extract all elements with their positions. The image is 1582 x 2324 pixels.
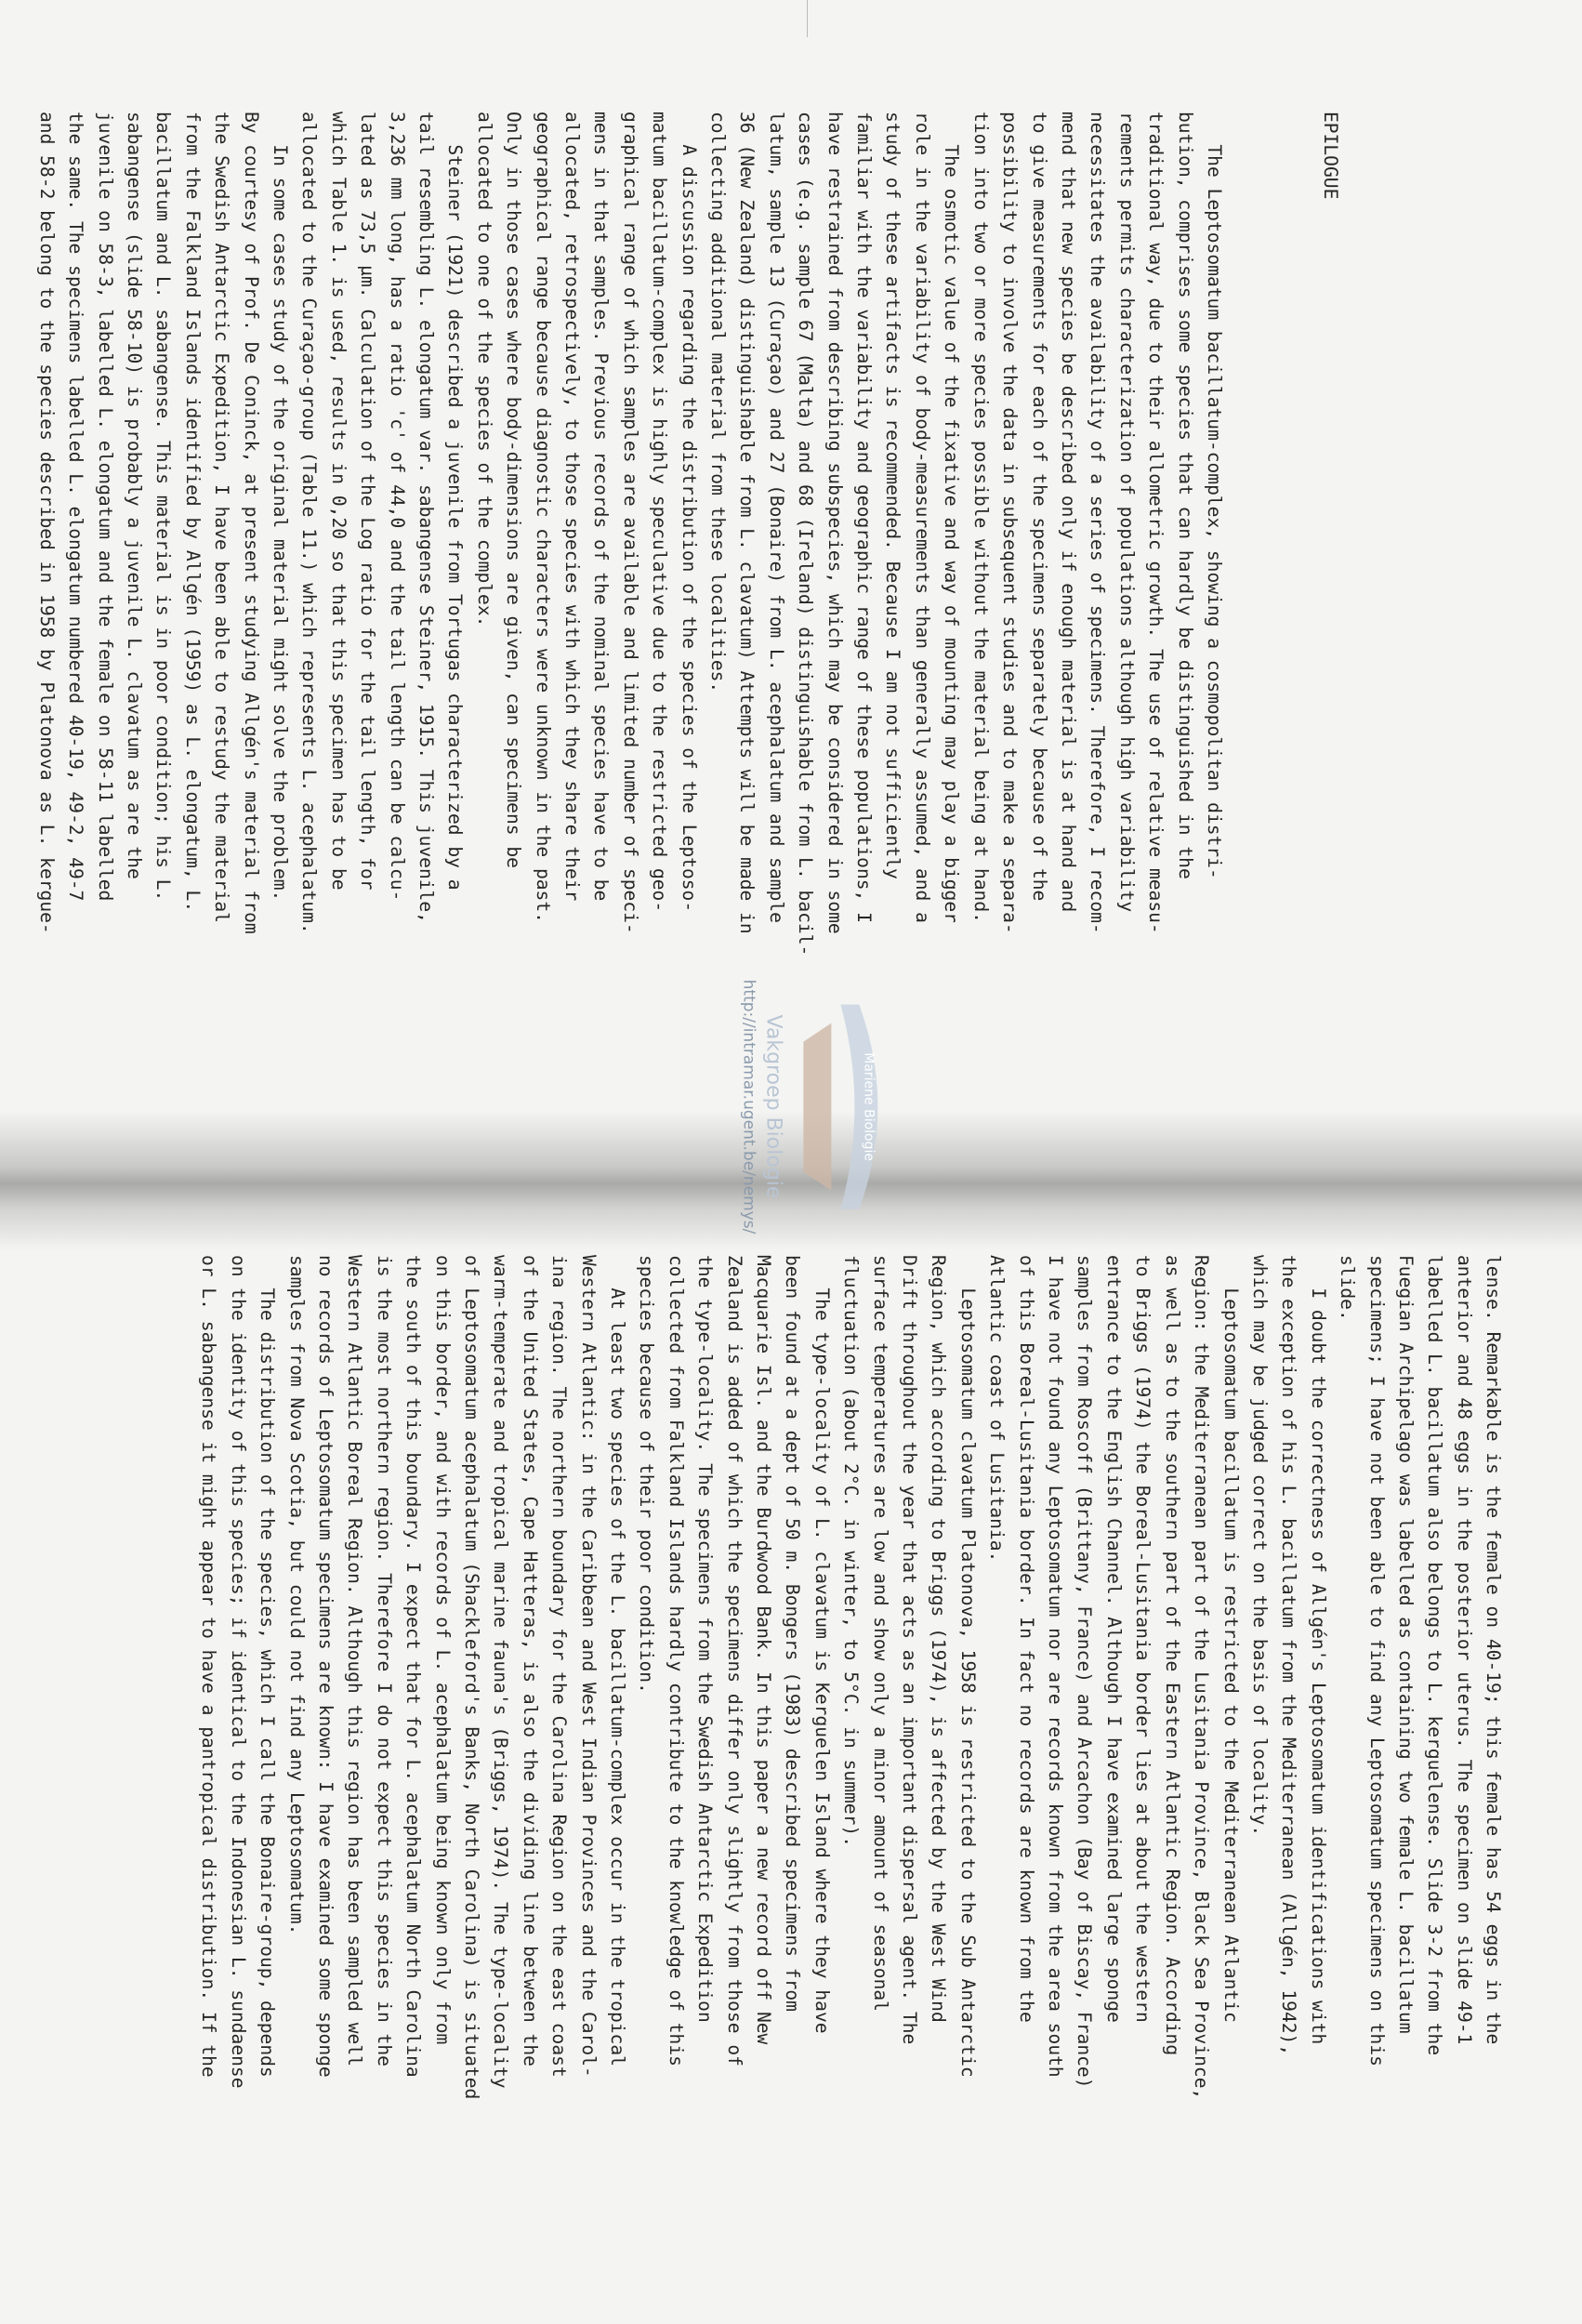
text-line: warm-temperate and tropical marine fauna's (Briggs, 1974). The type-locality (490, 1255, 512, 2089)
text-line: of the United States, Cape Hatteras, is also the dividing line between the (519, 1255, 541, 2067)
text-line: Steiner (1921) described a juvenile from Tortugas characterized by a (444, 112, 467, 891)
text-line: mens in that samples. Previous records of the nominal species have to be (590, 112, 613, 902)
text-line: rements permits characterization of populations although high variability (1115, 112, 1138, 913)
page-bottom-text (60, 1255, 1566, 2296)
text-line: the type-locality. The specimens from the Swedish Antarctic Expedition (694, 1255, 717, 2023)
text-line: lated as 73,5 µm. Calculation of the Log ratio for the tail length, for (357, 112, 379, 891)
text-line: geographical range because diagnostic characters were unknown in the past. (532, 112, 554, 923)
text-line: the same. The specimens labelled L. elongatum numbered 40-19, 49-2, 49-7 (65, 112, 87, 902)
text-line: The distribution of the species, which I call the Bonaire-group, depends (257, 1255, 279, 2078)
text-line: ina region. The northern boundary for the Carolina Region on the east coast (548, 1255, 571, 2078)
fold-mark (807, 0, 808, 37)
text-line: been found at a dept of 50 m. Bongers (1983) described specimens from (782, 1255, 804, 2012)
text-line: on the identity of this species; if identical to the Indonesian L. sundaense (227, 1255, 249, 2089)
text-line: The osmotic value of the fixative and way of mounting may play a bigger (941, 112, 963, 923)
text-line: is the most northern region. Therefore I do not expect this species in the (373, 1255, 395, 2067)
text-line: Leptosomatum bacillatum is restricted to the Mediterranean Atlantic (1219, 1255, 1242, 2023)
text-line: Fuegian Archipelago was labelled as containing two female L. bacillatum (1394, 1255, 1417, 2034)
text-line: as well as to the southern part of the Eastern Atlantic Region. According (1161, 1255, 1183, 2056)
watermark-logo-text: Mariene Biologie (861, 1051, 877, 1161)
text-line: to give measurements for each of the specimens separately because of the (1028, 112, 1050, 902)
text-line: Western Atlantic: in the Caribbean and West Indian Provinces and the Carol- (577, 1255, 600, 2078)
text-line: study of these artifacts is recommended. Because I am not sufficiently (882, 112, 904, 879)
text-line: traditional way, due to their allometric growth. The use of relative measu- (1145, 112, 1167, 934)
text-line: The Leptosomatum bacillatum-complex, showing a cosmopolitan distri- (1203, 112, 1225, 879)
text-line: which may be judged correct on the basis of locality. (1248, 1255, 1271, 1837)
text-line: species because of their poor condition. (636, 1255, 658, 1694)
text-line: allocated to the Curaçao-group (Table 11.) which represents L. acephalatum. (298, 112, 321, 934)
text-line: Zealand is added of which the specimens differ only slightly from those of (723, 1255, 745, 2067)
text-line: the exception of his L. bacillatum from the Mediterranean (Allgén, 1942), (1278, 1255, 1300, 2056)
watermark-name: Vakgroep Biologie (761, 1014, 785, 1198)
text-line: and 58-2 belong to the species described in 1958 by Platonova as L. kergue- (35, 112, 58, 934)
text-line: Drift throughout the year that acts as an important dispersal agent. The (899, 1255, 921, 2045)
text-line: 36 (New Zealand) distinguishable from L. clavatum) Attempts will be made in (736, 112, 758, 934)
text-line: Atlantic coast of Lusitania. (986, 1255, 1009, 1563)
text-line: latum, sample 13 (Curaçao) and 27 (Bonaire) from L. acephalatum and sample (765, 112, 787, 923)
text-line: I have not found any Leptosomatum nor are records known from the area south (1045, 1255, 1067, 2078)
text-line: cases (e.g. sample 67 (Malta) and 68 (Ireland) distinguishable from L. bacil- (795, 112, 817, 957)
text-line: fluctuation (about 2°C. in winter, to 5°C. in summer). (840, 1255, 863, 1848)
text-line: surface temperatures are low and show only a minor amount of seasonal (869, 1255, 891, 2012)
text-line: have restrained from describing subspecies, which may be considered in some (824, 112, 846, 934)
text-line: samples from Nova Scotia, but could not find any Leptosomatum. (285, 1255, 308, 1935)
text-line: samples from Roscoff (Brittany, France) and Arcachon (Bay of Biscay, France) (1074, 1255, 1096, 2089)
text-line: of Leptosomatum acephalatum (Shackleford's Banks, North Carolina) is situated (460, 1255, 482, 2100)
text-line: tail resembling L. elongatum var. sabangense Steiner, 1915. This juvenile, (415, 112, 437, 923)
text-line: collected from Falkland Islands hardly contribute to the knowledge of this (665, 1255, 687, 2067)
page-bottom-lines (194, 1255, 1508, 2296)
text-line: the Swedish Antarctic Expedition, I have been able to restudy the material (211, 112, 233, 923)
text-line: anterior and 48 eggs in the posterior uterus. The specimen on slide 49-1 (1453, 1255, 1475, 2045)
text-line: familiar with the variability and geographic range of these populations, I (853, 112, 876, 923)
text-line: 3,236 mm long, has a ratio 'c' of 44,0 and the tail length can be calcu- (386, 112, 408, 902)
text-line: bacillatum and L. sabangense. This material is in poor condition; his L. (152, 112, 175, 902)
text-line: tion into two or more species possible without the material being at hand. (969, 112, 992, 923)
text-line: or L. sabangense it might appear to have a pantropical distribution. If the (198, 1255, 220, 2078)
text-line: juvenile on 58-3, labelled L. elongatum and the female on 58-11 labelled (94, 112, 116, 902)
text-line: allocated to one of the species of the complex. (473, 112, 495, 627)
text-line: the south of this boundary. I expect that for L. acephalatum North Carolina (402, 1255, 425, 2078)
text-line: possibility to involve the data in subsequent studies and to make a separa- (999, 112, 1022, 934)
text-line: Only in those cases where body-dimensions are given, can specimens be (503, 112, 525, 868)
text-line: At least two species of the L. bacillatum-complex occur in the tropical (607, 1255, 628, 2067)
text-line: sabangense (slide 58-10) is probably a juvenile L. clavatum as are the (123, 112, 145, 879)
text-line: labelled L. bacillatum also belongs to L. kerguelense. Slide 3-2 from the (1424, 1255, 1446, 2056)
watermark (576, 957, 1060, 1255)
text-line: role in the variability of body-measurements than generally assumed, and a (911, 112, 933, 923)
watermark-url: http://intramar.ugent.be/nemys/ (739, 979, 758, 1234)
text-line: collecting additional material from these localities. (707, 112, 730, 693)
text-line: matum bacillatum-complex is highly speculative due to the restricted geo- (649, 112, 671, 913)
text-line: entrance to the English Channel. Although I have examined large sponge (1102, 1255, 1125, 2023)
text-line: Macquarie Isl. and the Burdwood Bank. In this paper a new record off New (753, 1255, 775, 2045)
text-line: from the Falkland Islands identified by Allgén (1959) as L. elongatum, L. (181, 112, 204, 913)
text-line: By courtesy of Prof. De Coninck, at present studying Allgén's material from (240, 112, 262, 934)
text-line: lense. Remarkable is the female on 40-19; this female has 54 eggs in the (1483, 1255, 1505, 2045)
text-line: allocated, retrospectively, to those species with which they share their (561, 112, 584, 902)
text-line: no records of Leptosomatum specimens are known: I have examined some sponge (314, 1255, 336, 2078)
text-line: which Table 1. is used, results in 0,20 so that this specimen has to be (327, 112, 349, 891)
text-line: slide. (1337, 1255, 1359, 1321)
text-line: of this Boreal-Lusitania border. In fact no records are known from the (1015, 1255, 1037, 2023)
boat-logo-icon (785, 985, 897, 1227)
text-line: Region, which according to Briggs (1974), is affected by the West Wind (928, 1255, 950, 2023)
text-line: bution, comprises some species that can hardly be distinguished in the (1174, 112, 1196, 879)
text-line: A discussion regarding the distribution of the species of the Leptoso- (678, 112, 700, 913)
text-line: graphical range of which samples are available and limited number of speci- (619, 112, 641, 934)
text-line: on this border, and with records of L. acephalatum being known only from (431, 1255, 454, 2045)
text-line: to Briggs (1974) the Boreal-Lusitania border lies at about the western (1132, 1255, 1154, 2023)
text-line: The type-locality of L. clavatum is Kerguelen Island where they have (811, 1255, 833, 2034)
text-line: In some cases study of the original material might solve the problem. (269, 112, 291, 902)
text-line: Region: the Mediterranean part of the Lusitania Province, Black Sea Province, (1191, 1255, 1213, 2100)
text-line: Leptosomatum clavatum Platonova, 1958 is restricted to the Sub Antarctic (956, 1255, 979, 2078)
text-line: specimens; I have not been able to find any Leptosomatum specimens on this (1365, 1255, 1388, 2067)
watermark-logo (785, 985, 897, 1227)
text-line: necessitates the availability of a series of specimens. Therefore, I recom- (1087, 112, 1109, 934)
section-heading: EPILOGUE (1320, 112, 1342, 200)
text-line: mend that new species be described only if enough material is at hand and (1057, 112, 1079, 913)
text-line: I doubt the correctness of Allgén's Leptosomatum identifications with (1307, 1255, 1329, 2045)
text-line: Western Atlantic Boreal Region. Although this region has been sampled well (344, 1255, 366, 2067)
